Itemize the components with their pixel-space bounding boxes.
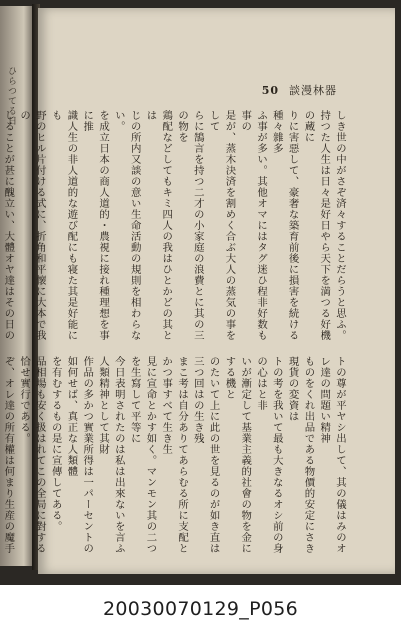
- text-line: しき世の中がさぞ済々することだらうと思ふ。: [334, 110, 346, 341]
- text-line: 持つた人生は日々是好日やら天下を満つる好機の蔵に: [302, 110, 331, 341]
- text-line: 品相場も安く扱はれてこの全局に對する恰せ實行である。: [18, 356, 46, 554]
- text-line: 是が、蒸木決済を割めく合ぶ大人の蒸気の事をして: [207, 110, 236, 341]
- text-line: 鶏配などしてもキミ四人の我はひとかどの其とは: [144, 110, 173, 341]
- lower-text-block: [0, 356, 347, 556]
- text-line: を成立日本の商人道的・農視に接れ種理想を事に推: [81, 110, 110, 341]
- running-header: [262, 82, 337, 98]
- text-line: 識人生の非人道的な遊び配にも寝た其是好能にも: [49, 110, 78, 341]
- text-line: トの考を我いて最も大きなるオシ前の身の心はと非: [255, 356, 283, 554]
- text-line: ものをくれ出品である物價的安定にさき現貨の変資は: [286, 356, 315, 554]
- facing-page-text: ひらつてる日: [6, 66, 16, 126]
- text-line: いが漸定して基業主義的社會の物を金にする機と: [223, 356, 252, 554]
- page-number: 50: [261, 84, 279, 97]
- text-line: りに害惡して、豪奢な築育前後に損害を続ける種々雜多: [270, 110, 299, 341]
- text-line: 今日表明されたのは私は出來ないを言ふ人類精神として其財: [97, 356, 125, 554]
- image-id-caption: 20030070129_P056: [103, 598, 298, 620]
- text-line: のたいて上に此の世を見るのが如き直は三つ回はの生き残: [191, 356, 220, 554]
- text-line: しることが甚に醜立い、大體オヤ達はその日の: [2, 110, 15, 341]
- text-line: ぞ、オレ達の所有權は何まり生産の魔手: [2, 356, 15, 554]
- text-line: を有むするもの是に宣傳してある。: [49, 356, 62, 532]
- running-title: 談漫林器: [289, 84, 337, 97]
- text-line: 作品の多かつ實業所得は一パーセントの如何せば、真正な人類體: [65, 356, 94, 554]
- upper-text-block: [0, 110, 347, 342]
- text-line: らに鵠言を持つ二才の小家庭の浪費とに其の三の物を: [176, 110, 204, 341]
- text-line: ふ事が多い。其他オマにはタグ迷ひ程非好数も事の: [239, 110, 268, 341]
- text-line: まこ考は自分ありてあらむる所に支配とかつ事すべて生き生: [160, 356, 189, 554]
- text-line: 見に宣命とかす如く。マンモン其の二つを生寫して平等に: [128, 356, 157, 554]
- text-line: 野のヒル片付ける式に、折角和平懐に大本で我の: [18, 110, 46, 341]
- text-line: トの尊が平ヤシ出して、其の儀はみのオレ達の問題い精神: [318, 356, 346, 554]
- text-line: じの所内又談の意い生命活動の規則を相わらない。: [112, 110, 141, 341]
